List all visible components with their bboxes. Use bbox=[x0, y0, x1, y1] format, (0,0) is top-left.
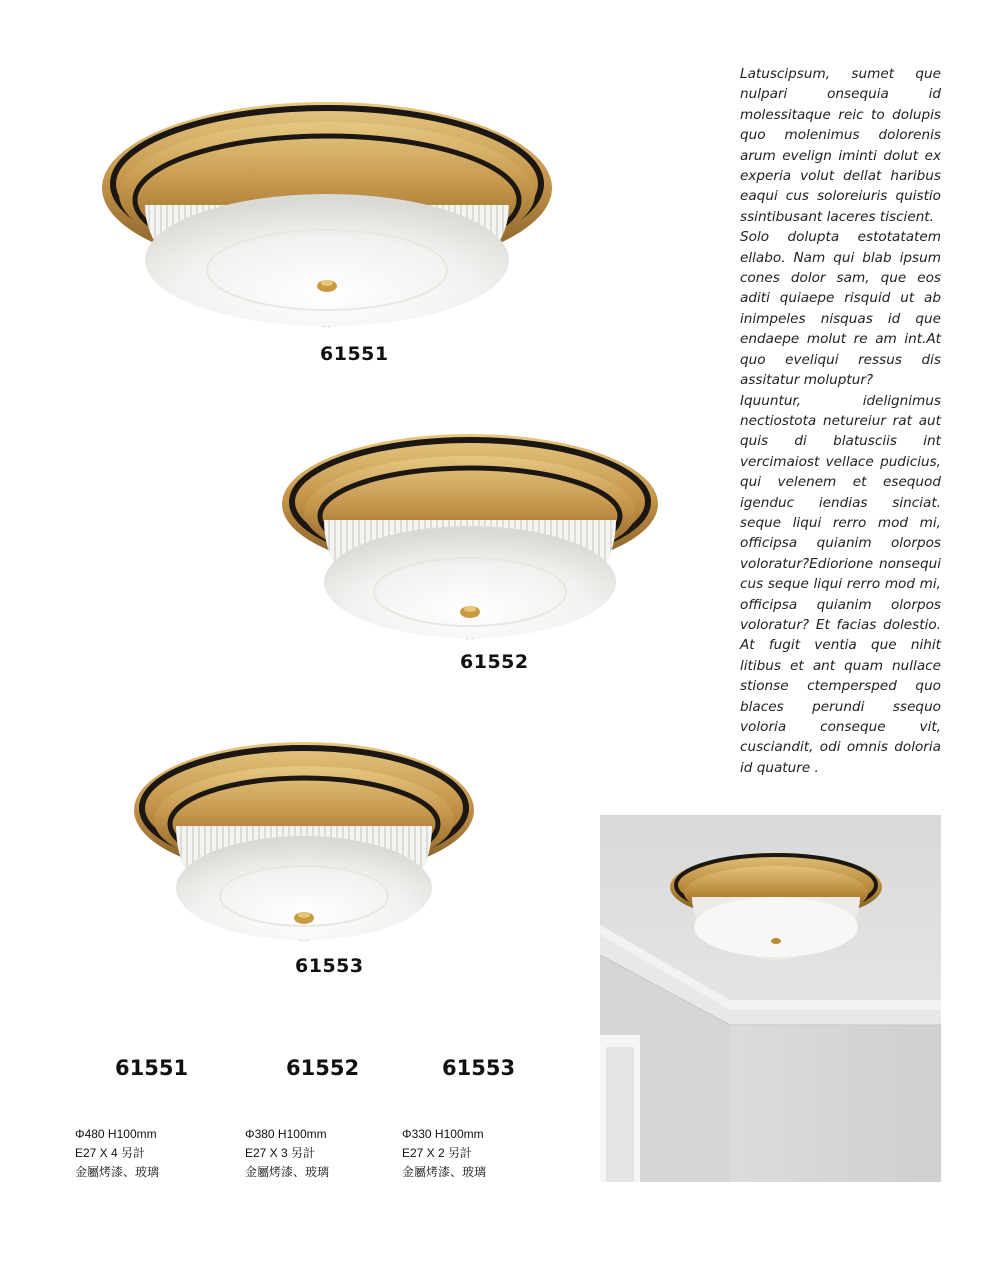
room-scene-illustration bbox=[600, 815, 941, 1182]
spec-dimensions: Φ380 H100mm bbox=[245, 1127, 327, 1141]
model-label-61551: 61551 bbox=[320, 343, 389, 365]
spec-material: 金屬烤漆、玻璃 bbox=[75, 1165, 160, 1179]
model-label-61552: 61552 bbox=[460, 651, 529, 673]
spec-bulbs: E27 X 3 另計 bbox=[245, 1146, 316, 1160]
model-label-61553: 61553 bbox=[295, 955, 364, 977]
spec-block-61552 bbox=[245, 1125, 329, 1182]
spec-material: 金屬烤漆、玻璃 bbox=[245, 1165, 330, 1179]
spec-model-61551: 61551 bbox=[115, 1056, 189, 1080]
spec-model-61552: 61552 bbox=[286, 1056, 360, 1080]
lamp-image-61552 bbox=[280, 432, 660, 642]
ceiling-lamp-illustration bbox=[100, 100, 555, 332]
spec-dimensions: Φ330 H100mm bbox=[402, 1127, 484, 1141]
ceiling-lamp-illustration bbox=[132, 740, 477, 945]
description-text bbox=[740, 64, 941, 778]
spec-bulbs: E27 X 4 另計 bbox=[75, 1146, 146, 1160]
ceiling-lamp-illustration bbox=[280, 432, 660, 642]
lamp-image-61551 bbox=[100, 100, 555, 332]
description-paragraph-3: Iquuntur, idelignimus nectiostota netureiur rat aut quis di blatusciis int vercimaiost vellace pudicius, qui velenem et esequod igenduc iendias sinciat. seque liqui rerro mod mi, officipsa quianim olorpos voloratur?Ediorione nonsequi cus seque liqui rerro mod mi, officipsa quianim olorpos voloratur? Et facias dolestio. At fugit ventia que nihit litibus et ant quam nullace stionse ctempersped quo blaces perundi ssequo voloria conseque vit, cusciandit, odi omnis doloria id quature . bbox=[740, 392, 941, 776]
description-paragraph-2: Solo dolupta estotatatem ellabo. Nam qui blab ipsum cones dolor sam, que eos aditi quiaepe risquid ut ab inimpeles nisquas id que endaepe molut re am int.At quo eveliqui ressus dis assitatur moluptur? bbox=[740, 229, 941, 389]
room-scene-photo bbox=[600, 815, 941, 1182]
description-paragraph-1: Latuscipsum, sumet que nulpari onsequia id molessitaque reic to dolupis quo molenimus dolorenis arum evelign iminti dolut ex experia volut dellat haribus eaqui cus soloreiuris quistio ssintibusant laceres tiscient. bbox=[740, 66, 941, 225]
lamp-image-61553 bbox=[132, 740, 477, 945]
spec-dimensions: Φ480 H100mm bbox=[75, 1127, 157, 1141]
spec-block-61551 bbox=[75, 1125, 159, 1182]
spec-material: 金屬烤漆、玻璃 bbox=[402, 1165, 487, 1179]
spec-model-61553: 61553 bbox=[442, 1056, 516, 1080]
spec-block-61553 bbox=[402, 1125, 486, 1182]
spec-bulbs: E27 X 2 另計 bbox=[402, 1146, 473, 1160]
